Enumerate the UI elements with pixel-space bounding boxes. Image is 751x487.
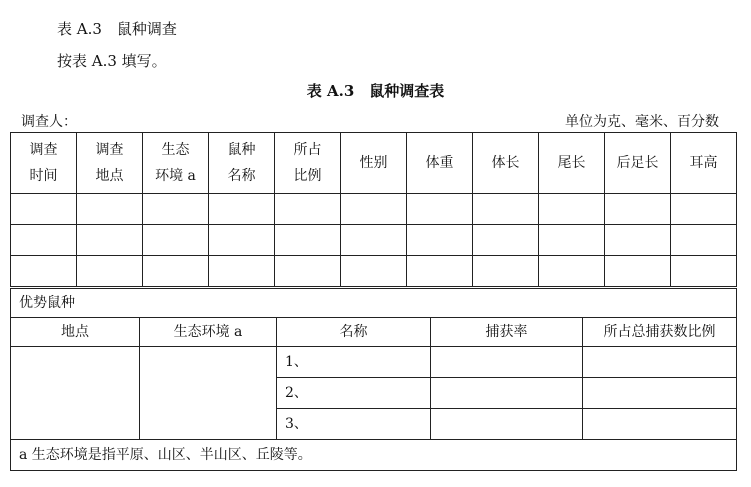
- habitat-cell[interactable]: [140, 347, 277, 440]
- header-capture-rate: 捕获率: [431, 318, 583, 347]
- capture-proportion-cell[interactable]: [583, 347, 737, 378]
- header-location: 地点: [11, 318, 140, 347]
- header-name: 名称: [277, 318, 431, 347]
- table-cell[interactable]: [77, 225, 143, 256]
- table-cell[interactable]: [77, 194, 143, 225]
- table-cell[interactable]: [275, 256, 341, 287]
- surveyor-label: 调查人：: [21, 114, 77, 130]
- name-cell[interactable]: 3、: [277, 409, 431, 440]
- table-cell[interactable]: [341, 225, 407, 256]
- table-cell[interactable]: [11, 256, 77, 287]
- header-habitat: 生态环境 a: [140, 318, 277, 347]
- dominant-species-table: [10, 288, 737, 471]
- table-cell[interactable]: [605, 225, 671, 256]
- table-cell[interactable]: [209, 194, 275, 225]
- footnote: a 生态环境是指平原、山区、半山区、丘陵等。: [11, 440, 737, 471]
- units-label: 单位为克、毫米、百分数: [565, 114, 719, 130]
- table-cell[interactable]: [209, 256, 275, 287]
- table-cell[interactable]: [407, 225, 473, 256]
- table-cell[interactable]: [407, 194, 473, 225]
- table-cell[interactable]: [671, 256, 737, 287]
- table-cell[interactable]: [671, 194, 737, 225]
- header-capture-proportion: 所占总捕获数比例: [583, 318, 737, 347]
- table-cell[interactable]: [341, 256, 407, 287]
- header-sex: 性别: [341, 133, 407, 194]
- table-cell[interactable]: [407, 256, 473, 287]
- table-row: [11, 256, 737, 287]
- header-survey-location: 调查 地点: [77, 133, 143, 194]
- header-ear-height: 耳高: [671, 133, 737, 194]
- table-cell[interactable]: [473, 256, 539, 287]
- table-cell[interactable]: [143, 225, 209, 256]
- header-hind-foot-length: 后足长: [605, 133, 671, 194]
- dominant-species-label: 优势鼠种: [11, 289, 737, 318]
- header-weight: 体重: [407, 133, 473, 194]
- table-cell[interactable]: [275, 225, 341, 256]
- table-cell[interactable]: [473, 225, 539, 256]
- capture-rate-cell[interactable]: [431, 378, 583, 409]
- header-survey-time: 调查 时间: [11, 133, 77, 194]
- section-title: 表 A.3 鼠种调查: [57, 20, 177, 38]
- table-cell[interactable]: [605, 194, 671, 225]
- name-cell[interactable]: 2、: [277, 378, 431, 409]
- header-species-name: 鼠种 名称: [209, 133, 275, 194]
- table-cell[interactable]: [671, 225, 737, 256]
- capture-proportion-cell[interactable]: [583, 409, 737, 440]
- capture-rate-cell[interactable]: [431, 409, 583, 440]
- rodent-survey-table: [10, 132, 737, 287]
- header-proportion: 所占 比例: [275, 133, 341, 194]
- table-cell[interactable]: [539, 225, 605, 256]
- table-cell[interactable]: [11, 194, 77, 225]
- header-tail-length: 尾长: [539, 133, 605, 194]
- header-body-length: 体长: [473, 133, 539, 194]
- table-cell[interactable]: [539, 256, 605, 287]
- name-cell[interactable]: 1、: [277, 347, 431, 378]
- table-row: [11, 225, 737, 256]
- table-cell[interactable]: [341, 194, 407, 225]
- table-cell[interactable]: [275, 194, 341, 225]
- table-cell[interactable]: [143, 256, 209, 287]
- instruction-text: 按表 A.3 填写。: [57, 52, 167, 70]
- table-row: [11, 194, 737, 225]
- location-cell[interactable]: [11, 347, 140, 440]
- table-cell[interactable]: [77, 256, 143, 287]
- table-cell[interactable]: [473, 194, 539, 225]
- table-cell[interactable]: [143, 194, 209, 225]
- table-row: [11, 347, 737, 378]
- table-title: 表 A.3 鼠种调查表: [306, 82, 445, 100]
- capture-proportion-cell[interactable]: [583, 378, 737, 409]
- table-cell[interactable]: [11, 225, 77, 256]
- table-cell[interactable]: [605, 256, 671, 287]
- table-cell[interactable]: [209, 225, 275, 256]
- table-cell[interactable]: [539, 194, 605, 225]
- header-habitat: 生态 环境 a: [143, 133, 209, 194]
- capture-rate-cell[interactable]: [431, 347, 583, 378]
